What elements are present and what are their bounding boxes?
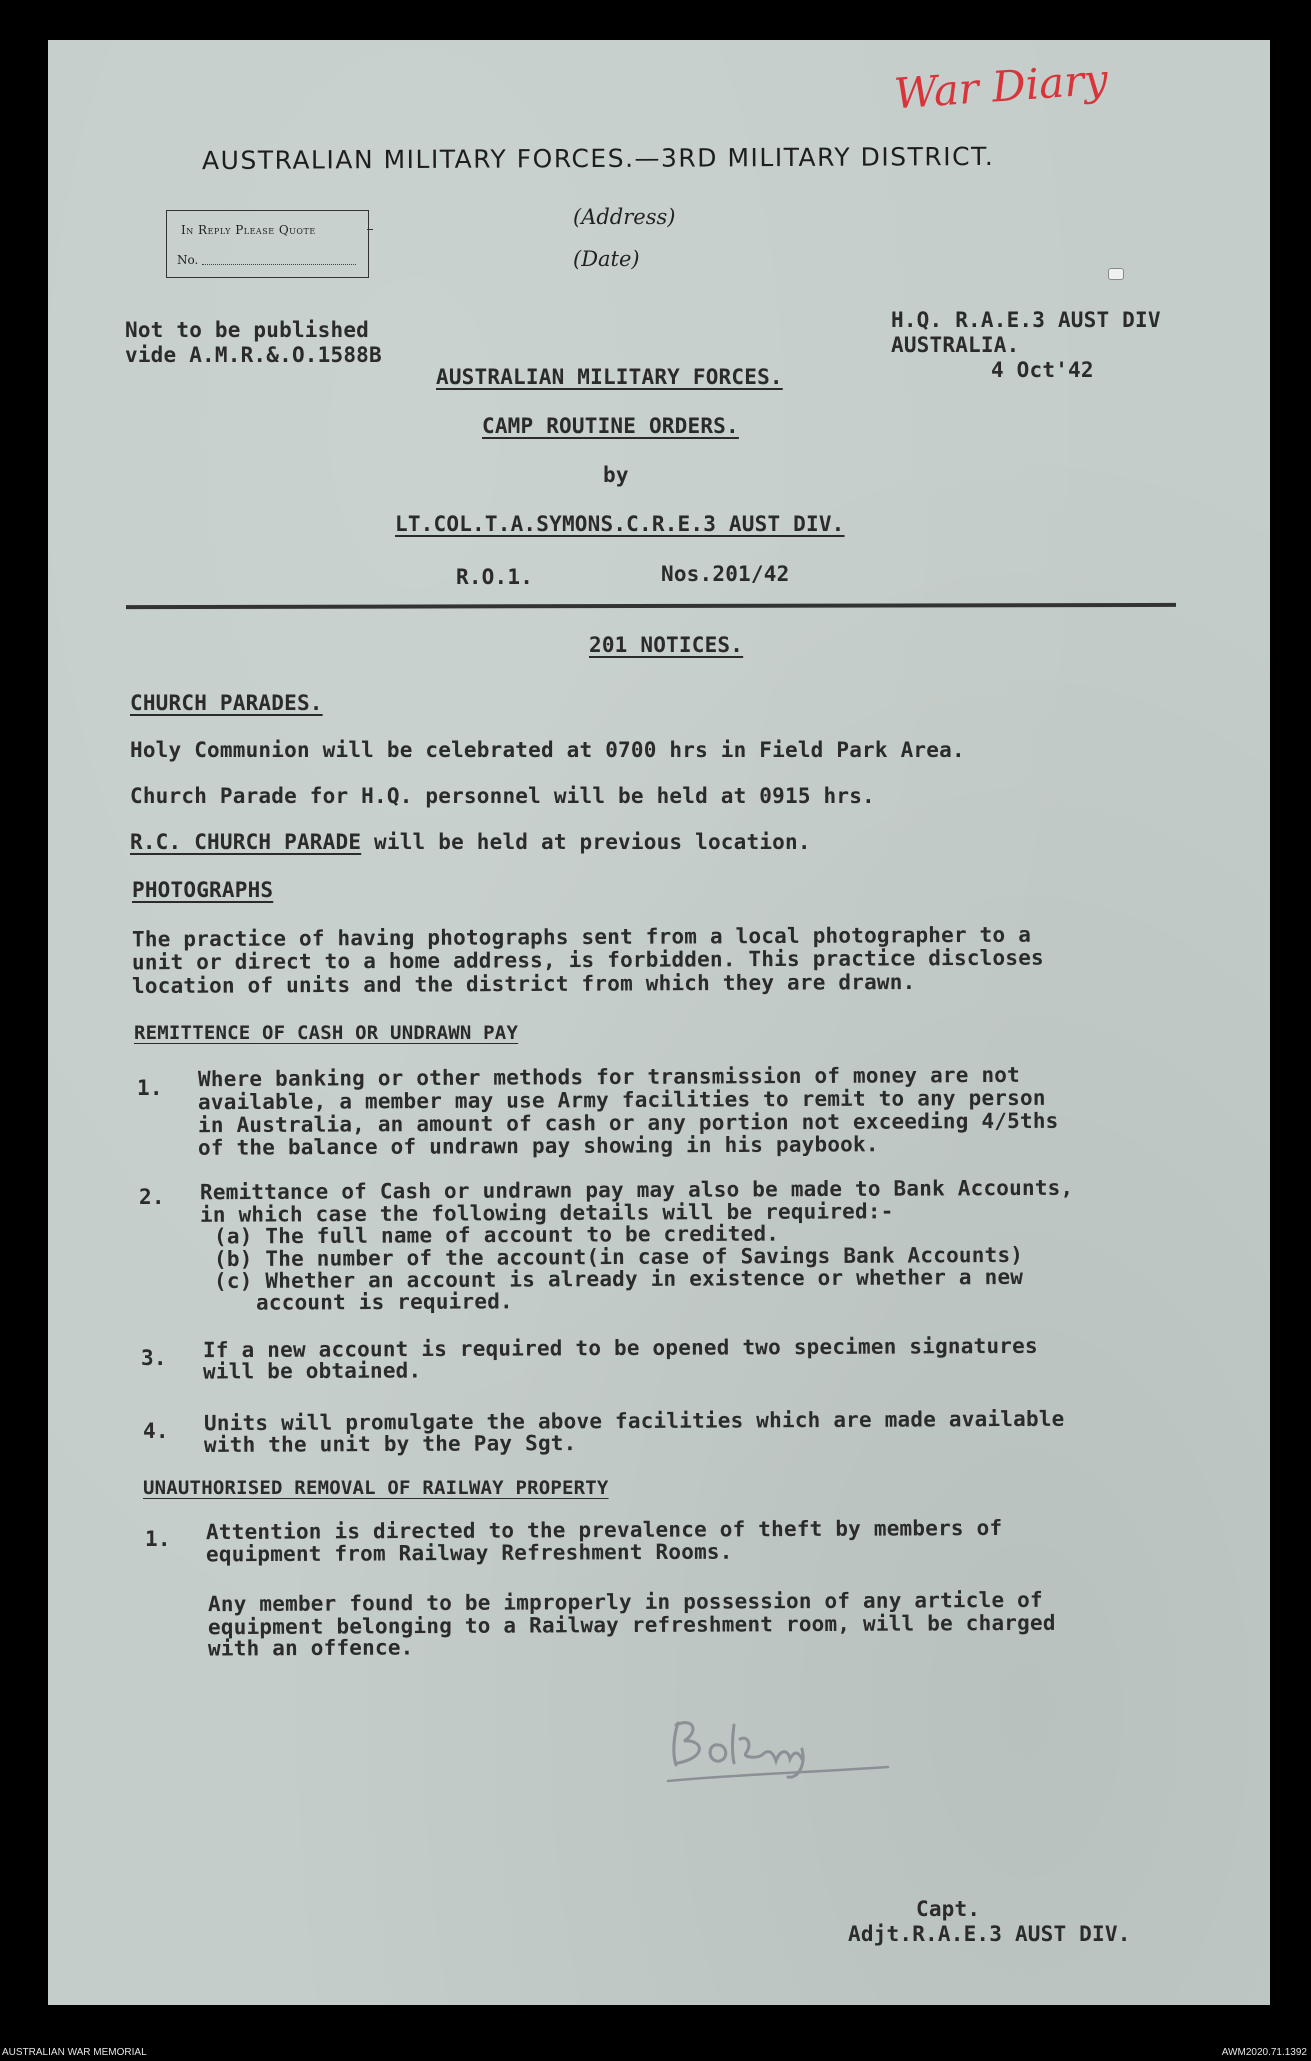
hq-line2: AUSTRALIA. (891, 333, 1020, 357)
footer-archive-name: AUSTRALIAN WAR MEMORIAL (2, 2047, 147, 2058)
remittance-item2-line4: (b) The number of the account(in case of Savings Bank Accounts) (213, 1242, 1024, 1272)
remittance-item3-line1: If a new account is required to be opened two specimen signatures (202, 1333, 1038, 1363)
rc-church-heading: R.C. CHURCH PARADE (130, 830, 362, 854)
signature-title: Adjt.R.A.E.3 AUST DIV. (848, 1922, 1131, 1946)
not-published-line1: Not to be published (125, 318, 370, 342)
railway-para-line1: Any member found to be improperly in possession of any article of (207, 1587, 1043, 1617)
rc-church-rest: will be held at previous location. (374, 830, 811, 854)
reply-box-number-label: No. (177, 253, 199, 267)
orders-officer: LT.COL.T.A.SYMONS.C.R.E.3 AUST DIV. (395, 512, 845, 536)
photographs-line1: The practice of having photographs sent from a local photographer to a (131, 922, 1032, 952)
orders-heading-forces: AUSTRALIAN MILITARY FORCES. (436, 365, 783, 389)
photographs-line3: location of units and the district from which they are drawn. (131, 969, 916, 999)
photographs-line2: unit or direct to a home address, is forbidden. This practice discloses (131, 945, 1044, 975)
hq-line1: H.Q. R.A.E.3 AUST DIV (891, 308, 1161, 332)
remittance-item2-line6: account is required. (255, 1289, 513, 1315)
remittance-item1-num: 1. (137, 1076, 163, 1100)
remittance-item1-line2: available, a member may use Army facilities to remit to any person (197, 1085, 1046, 1115)
photographs-heading: PHOTOGRAPHS (132, 878, 274, 902)
church-line2: Church Parade for H.Q. personnel will be held at 0915 hrs. (130, 784, 875, 808)
reply-box-dotted-line (202, 264, 356, 265)
church-line1: Holy Communion will be celebrated at 0700 hrs in Field Park Area. (130, 738, 965, 762)
remittance-item4-line2: with the unit by the Pay Sgt. (203, 1431, 577, 1457)
railway-heading: UNAUTHORISED REMOVAL OF RAILWAY PROPERTY (143, 1477, 609, 1499)
remittance-item2-num: 2. (139, 1185, 165, 1209)
remittance-item1-line3: in Australia, an amount of cash or any portion not exceeding 4/5ths (197, 1108, 1059, 1138)
reply-box (166, 210, 369, 278)
document-page (48, 40, 1270, 2005)
reply-box-tick (367, 229, 373, 230)
remittance-item1-line1: Where banking or other methods for transmission of money are not (197, 1062, 1021, 1092)
handwritten-signature (648, 1695, 908, 1795)
orders-heading-routine: CAMP ROUTINE ORDERS. (482, 414, 739, 438)
railway-para-line2: equipment belonging to a Railway refreshment room, will be charged (207, 1610, 1056, 1640)
railway-para-line3: with an offence. (207, 1635, 414, 1661)
address-label: (Address) (573, 205, 676, 229)
railway-item1-line2: equipment from Railway Refreshment Rooms. (205, 1539, 733, 1567)
remittance-item3-line2: will be obtained. (202, 1358, 422, 1384)
remittance-item2-line5: (c) Whether an account is already in existence or whether a new (213, 1264, 1024, 1294)
order-date: 4 Oct'42 (991, 358, 1094, 382)
remittance-item4-num: 4. (143, 1419, 169, 1443)
remittance-item4-line1: Units will promulgate the above facilities which are made available (203, 1406, 1065, 1436)
war-diary-annotation: War Diary (892, 54, 1110, 119)
remittance-heading: REMITTENCE OF CASH OR UNDRAWN PAY (134, 1022, 519, 1044)
not-published-line2: vide A.M.R.&.O.1588B (125, 343, 382, 367)
railway-item1-num: 1. (145, 1527, 171, 1551)
remittance-item2-line2: in which case the following details will be required:- (199, 1199, 894, 1227)
railway-item1-line1: Attention is directed to the prevalence of theft by members of (205, 1515, 1003, 1545)
church-heading: CHURCH PARADES. (130, 691, 323, 715)
remittance-item1-line4: of the balance of undrawn pay showing in his paybook. (197, 1132, 879, 1160)
remittance-item2-line3: (a) The full name of account to be credited. (213, 1221, 780, 1249)
date-label: (Date) (573, 247, 640, 271)
reply-box-label: In Reply Please Quote (181, 223, 316, 237)
orders-nos: Nos.201/42 (661, 562, 790, 586)
footer-accession-number: AWM2020.71.1392 (1221, 2047, 1307, 2058)
notices-heading: 201 NOTICES. (589, 633, 744, 657)
paper-mark (1108, 268, 1124, 280)
rc-church-line (130, 830, 811, 854)
signature-rank: Capt. (916, 1897, 981, 1921)
divider-rule (126, 603, 1176, 609)
orders-by: by (603, 463, 629, 487)
orders-ro: R.O.1. (456, 565, 534, 589)
letterhead-title: AUSTRALIAN MILITARY FORCES.—3RD MILITARY DISTRICT. (201, 141, 995, 176)
remittance-item3-num: 3. (141, 1346, 167, 1370)
remittance-item2-line1: Remittance of Cash or undrawn pay may also be made to Bank Accounts, (199, 1175, 1074, 1205)
